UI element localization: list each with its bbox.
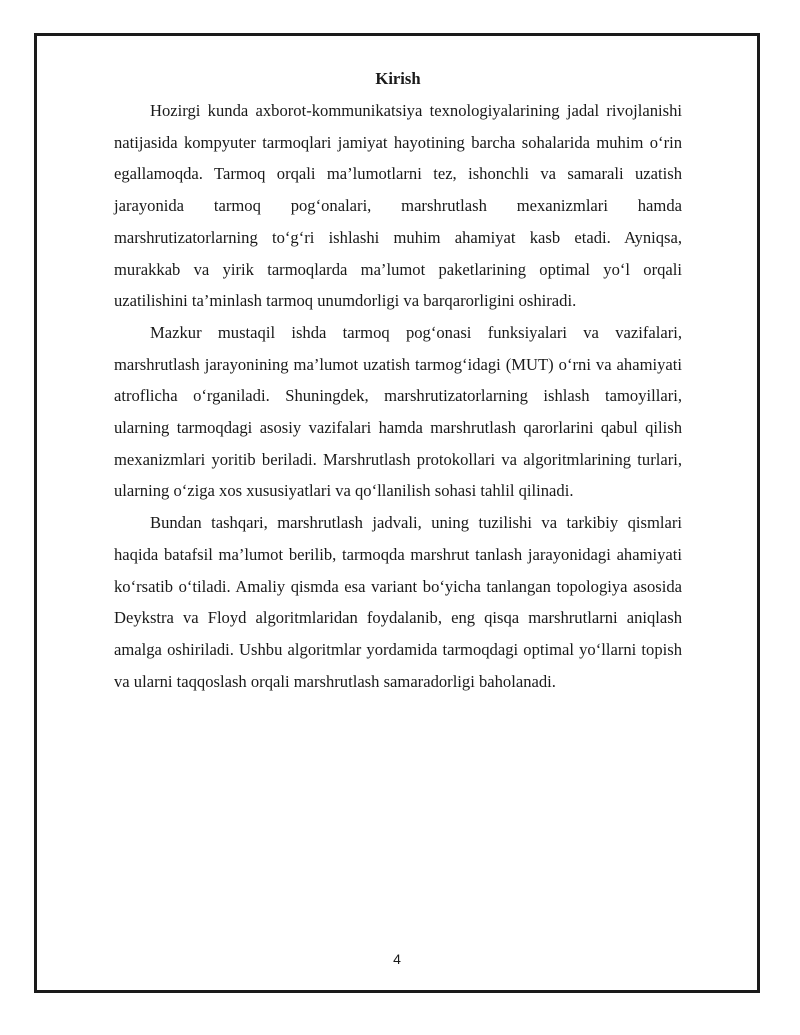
document-body — [114, 66, 682, 697]
paragraph-3: Bundan tashqari, marshrutlash jadvali, uning tuzilishi va tarkibiy qismlari haqida batafsil ma’lumot berilib, tarmoqda marshrut tanlash jarayonidagi ahamiyati ko‘rsatib o‘tiladi. Amaliy qismda esa variant bo‘yicha tanlangan topologiya asosida Deykstra va Floyd algoritmlaridan foydalanib, eng qisqa marshrutlarni aniqlash amalga oshiriladi. Ushbu algoritmlar yordamida tarmoqdagi optimal yo‘llarni topish va ularni taqqoslash orqali marshrutlash samaradorligi baholanadi. — [114, 513, 682, 691]
page-number: 4 — [393, 951, 401, 967]
section-title: Kirish — [375, 69, 421, 88]
paragraph-2: Mazkur mustaqil ishda tarmoq pog‘onasi funksiyalari va vazifalari, marshrutlash jarayonining ma’lumot uzatish tarmog‘idagi (MUT) o‘rni va ahamiyati atroflicha o‘rganiladi. Shuningdek, marshrutizatorlarning ishlash tamoyillari, ularning tarmoqdagi asosiy vazifalari hamda marshrutlash qarorlarini qabul qilish mexanizmlari yoritib beriladi. Marshrutlash protokollari va algoritmlarining turlari, ularning o‘ziga xos xususiyatlari va qo‘llanilish sohasi tahlil qilinadi. — [114, 322, 682, 501]
paragraph-1: Hozirgi kunda axborot-kommunikatsiya texnologiyalarining jadal rivojlanishi natijasida kompyuter tarmoqlari jamiyat hayotining barcha sohalarida muhim o‘rin egallamoqda. Tarmoq orqali ma’lumotlarni tez, ishonchli va samarali uzatish jarayonida tarmoq pog‘onalari, marshrutlash mexanizmlari hamda marshrutizatorlarning to‘g‘ri ishlashi muhim ahamiyat kasb etadi. Ayniqsa, murakkab va yirik tarmoqlarda ma’lumot paketlarining optimal yo‘l orqali uzatilishini ta’minlash tarmoq unumdorligi va barqarorligini oshiradi. — [114, 101, 682, 311]
page-frame — [34, 33, 760, 993]
